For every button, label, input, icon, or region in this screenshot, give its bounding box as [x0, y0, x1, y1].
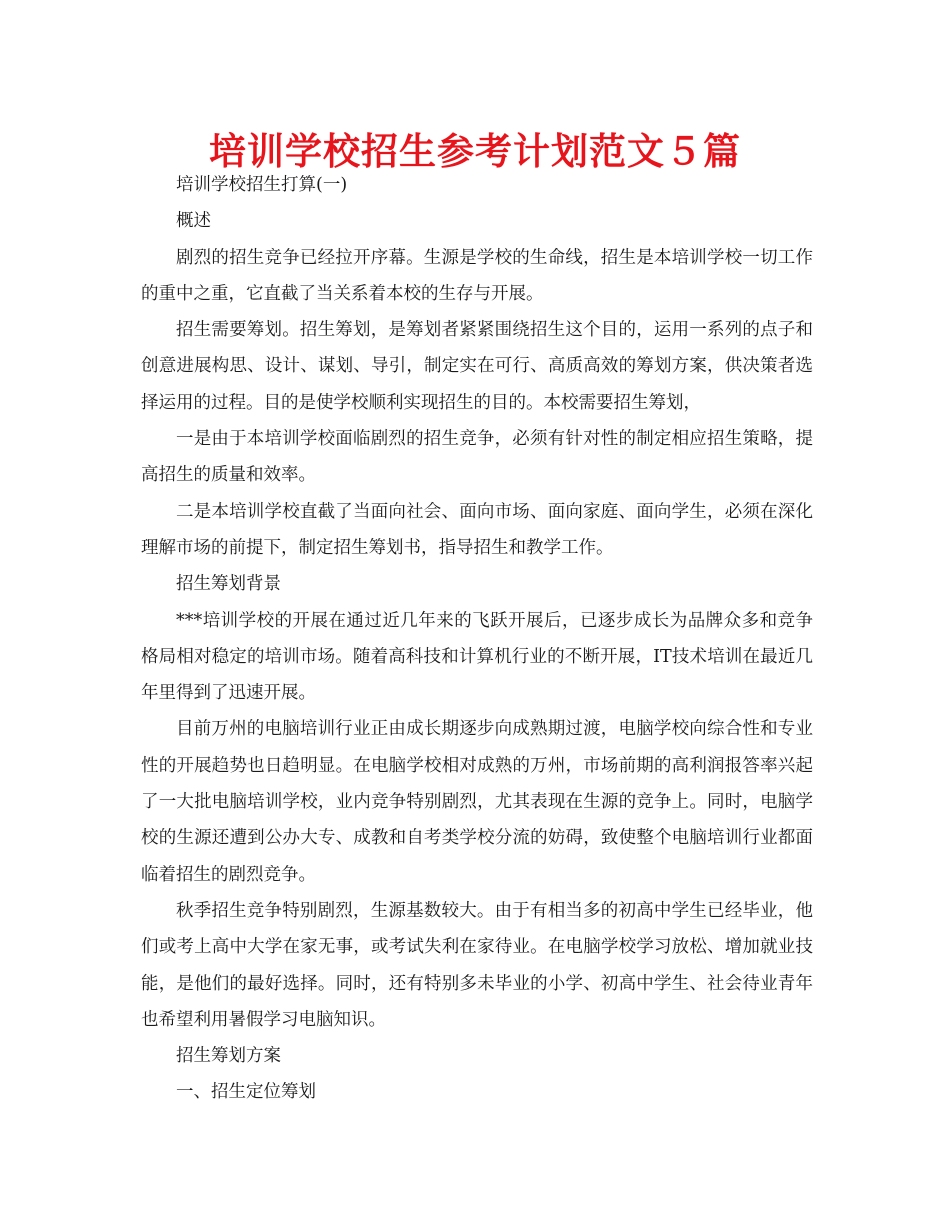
body-paragraph: 目前万州的电脑培训行业正由成长期逐步向成熟期过渡，电脑学校向综合性和专业性的开展趋势也日趋明显。在电脑学校相对成熟的万州，市场前期的高利润报答率兴起了一大批电脑培训学校，业内竞争特别剧烈，尤其表现在生源的竞争上。同时，电脑学校的生源还遭到公办大专、成教和自考类学校分流的妨碍，致使整个电脑培训行业都面临着招生的剧烈竞争。: [141, 719, 813, 885]
document-title: 培训学校招生参考计划范文５篇: [209, 130, 741, 173]
subsection-heading: 一、招生定位筹划: [176, 1082, 316, 1103]
subsection-heading: 招生筹划方案: [176, 1046, 281, 1067]
body-paragraph: 秋季招生竞争特别剧烈，生源基数较大。由于有相当多的初高中学生已经毕业，他们或考上高中大学在家无事，或考试失利在家待业。在电脑学校学习放松、增加就业技能，是他们的最好选择。同时，还有特别多未毕业的小学、初高中学生、社会待业青年也希望利用暑假学习电脑知识。: [141, 900, 813, 1030]
body-paragraph: ***培训学校的开展在通过近几年来的飞跃开展后，已逐步成长为品牌众多和竞争格局相对稳定的培训市场。随着高科技和计算机行业的不断开展，IT技术培训在最近几年里得到了迅速开展。: [141, 610, 813, 704]
document-body: [141, 167, 813, 1111]
body-paragraph: 一是由于本培训学校面临剧烈的招生竞争，必须有针对性的制定相应招生策略，提高招生的质量和效率。: [141, 429, 813, 486]
body-paragraph: 二是本培训学校直截了当面向社会、面向市场、面向家庭、面向学生，必须在深化理解市场的前提下，制定招生筹划书，指导招生和教学工作。: [141, 501, 813, 558]
body-paragraph: 招生需要筹划。招生筹划，是筹划者紧紧围绕招生这个目的，运用一系列的点子和创意进展构思、设计、谋划、导引，制定实在可行、高质高效的筹划方案，供决策者选择运用的过程。目的是使学校顺利实现招生的目的。本校需要招生筹划，: [141, 320, 813, 413]
section-heading: 培训学校招生打算(一): [176, 175, 348, 195]
body-paragraph: 剧烈的招生竞争已经拉开序幕。生源是学校的生命线，招生是本培训学校一切工作的重中之重，它直截了当关系着本校的生存与开展。: [141, 247, 813, 304]
subsection-heading: 招生筹划背景: [176, 574, 281, 595]
subsection-heading: 概述: [176, 211, 211, 232]
